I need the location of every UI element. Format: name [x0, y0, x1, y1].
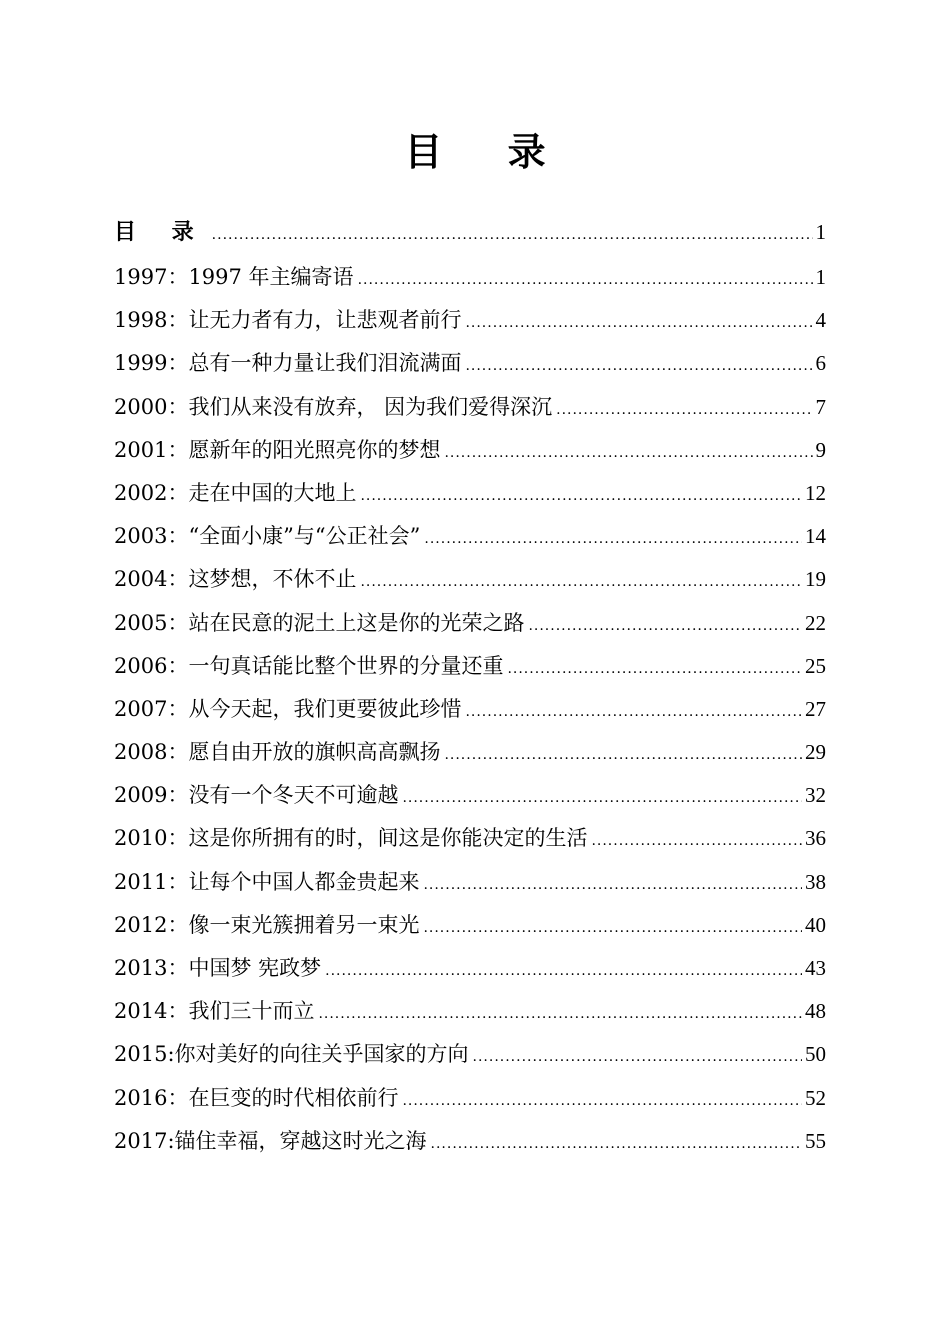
- toc-entry[interactable]: [114, 429, 826, 472]
- dot-leader: [423, 864, 802, 907]
- dot-leader: [431, 1123, 802, 1166]
- toc-entry[interactable]: [114, 1033, 826, 1076]
- toc-entry-title: 2003：“全面小康”与“公正社会”: [114, 524, 421, 549]
- dot-leader: [325, 950, 802, 993]
- dot-leader: [212, 211, 813, 259]
- toc-entry[interactable]: [114, 990, 826, 1033]
- toc-entry[interactable]: [114, 731, 826, 774]
- toc-entry-title: 1998：让无力者有力，让悲观者前行: [114, 308, 462, 333]
- toc-entry-title: 2004：这梦想，不休不止: [114, 567, 357, 592]
- toc-entry[interactable]: [114, 645, 826, 688]
- dot-leader: [465, 691, 802, 734]
- toc-entry-page-number: 22: [805, 610, 826, 635]
- toc-entry-page-number: 32: [805, 783, 826, 808]
- dot-leader: [402, 1080, 802, 1123]
- toc-entry-title: 2008：愿自由开放的旗帜高高飘扬: [114, 740, 441, 765]
- dot-leader: [360, 561, 802, 604]
- toc-entry-title: 2017:锚住幸福，穿越这时光之海: [114, 1128, 427, 1153]
- toc-entry-title: 2001：愿新年的阳光照亮你的梦想: [114, 437, 441, 462]
- table-of-contents: [114, 208, 826, 1163]
- dot-leader: [591, 820, 802, 863]
- toc-entry-page-number: 50: [805, 1042, 826, 1067]
- toc-entry-title: 2013：中国梦 宪政梦: [114, 956, 322, 980]
- toc-entry-title: 2007：从今天起，我们更要彼此珍惜: [114, 696, 462, 721]
- dot-leader: [473, 1036, 802, 1079]
- toc-entry[interactable]: [114, 904, 826, 947]
- dot-leader: [402, 777, 802, 820]
- dot-leader: [444, 432, 812, 475]
- toc-entry[interactable]: [114, 688, 826, 731]
- dot-leader: [528, 605, 802, 648]
- toc-entry-page-number: 1: [815, 265, 826, 289]
- toc-entry[interactable]: [114, 208, 826, 256]
- dot-leader: [444, 734, 802, 777]
- toc-entry-title: 2011：让每个中国人都金贵起来: [114, 869, 420, 894]
- toc-entry-title: 2010：这是你所拥有的时，间这是你能决定的生活: [114, 826, 588, 851]
- toc-entry[interactable]: [114, 817, 826, 860]
- toc-entry-page-number: 52: [805, 1085, 826, 1110]
- toc-entry-page-number: 48: [805, 999, 826, 1024]
- toc-entry-page-number: 38: [805, 869, 826, 894]
- toc-entry-page-number: 4: [815, 308, 826, 333]
- dot-leader: [318, 993, 802, 1036]
- toc-entry[interactable]: [114, 299, 826, 342]
- toc-entry[interactable]: [114, 472, 826, 515]
- toc-entry-title: 2006：一句真话能比整个世界的分量还重: [114, 653, 504, 678]
- toc-entry-page-number: 55: [805, 1128, 826, 1153]
- toc-entry-title: 2005：站在民意的泥土上这是你的光荣之路: [114, 610, 525, 635]
- toc-entry[interactable]: [114, 861, 826, 904]
- toc-entry-page-number: 12: [805, 480, 826, 505]
- toc-entry-title: 1999：总有一种力量让我们泪流满面: [114, 351, 462, 376]
- toc-entry-title: 2000：我们从来没有放弃， 因为我们爱得深沉: [114, 394, 553, 419]
- toc-entry-title: 2009：没有一个冬天不可逾越: [114, 783, 399, 808]
- toc-entry-title: 2016：在巨变的时代相依前行: [114, 1085, 399, 1110]
- toc-entry-page-number: 43: [805, 956, 826, 980]
- toc-entry[interactable]: [114, 774, 826, 817]
- toc-entry-title: 1997：1997 年主编寄语: [114, 265, 354, 289]
- toc-entry-page-number: 40: [805, 912, 826, 937]
- toc-entry-page-number: 29: [805, 740, 826, 765]
- dot-leader: [465, 302, 812, 345]
- toc-entry-title: 2015:你对美好的向往关乎国家的方向: [114, 1042, 469, 1067]
- toc-entry[interactable]: [114, 947, 826, 990]
- toc-entry-page-number: 19: [805, 567, 826, 592]
- page-title: 目 录: [404, 130, 572, 174]
- dot-leader: [424, 518, 802, 561]
- toc-entry-page-number: 36: [805, 826, 826, 851]
- toc-entry-title: 2012：像一束光簇拥着另一束光: [114, 912, 420, 937]
- toc-entry[interactable]: [114, 1120, 826, 1163]
- toc-entry-title: 目 录: [114, 220, 208, 245]
- dot-leader: [465, 345, 812, 388]
- dot-leader: [556, 389, 812, 432]
- toc-entry-page-number: 6: [815, 351, 826, 376]
- dot-leader: [423, 907, 802, 950]
- dot-leader: [360, 475, 802, 518]
- toc-entry[interactable]: [114, 1077, 826, 1120]
- toc-entry-title: 2002：走在中国的大地上: [114, 480, 357, 505]
- dot-leader: [507, 648, 802, 691]
- toc-entry-page-number: 25: [805, 653, 826, 678]
- toc-entry-title: 2014：我们三十而立: [114, 999, 315, 1024]
- toc-entry-page-number: 7: [815, 394, 826, 419]
- toc-entry-page-number: 27: [805, 696, 826, 721]
- toc-entry[interactable]: [114, 602, 826, 645]
- toc-entry[interactable]: [114, 515, 826, 558]
- toc-entry[interactable]: [114, 386, 826, 429]
- toc-entry-page-number: 9: [815, 437, 826, 462]
- toc-entry[interactable]: [114, 256, 826, 299]
- toc-entry[interactable]: [114, 342, 826, 385]
- dot-leader: [358, 259, 813, 302]
- toc-entry[interactable]: [114, 558, 826, 601]
- toc-entry-page-number: 1: [815, 220, 826, 244]
- toc-entry-page-number: 14: [805, 524, 826, 549]
